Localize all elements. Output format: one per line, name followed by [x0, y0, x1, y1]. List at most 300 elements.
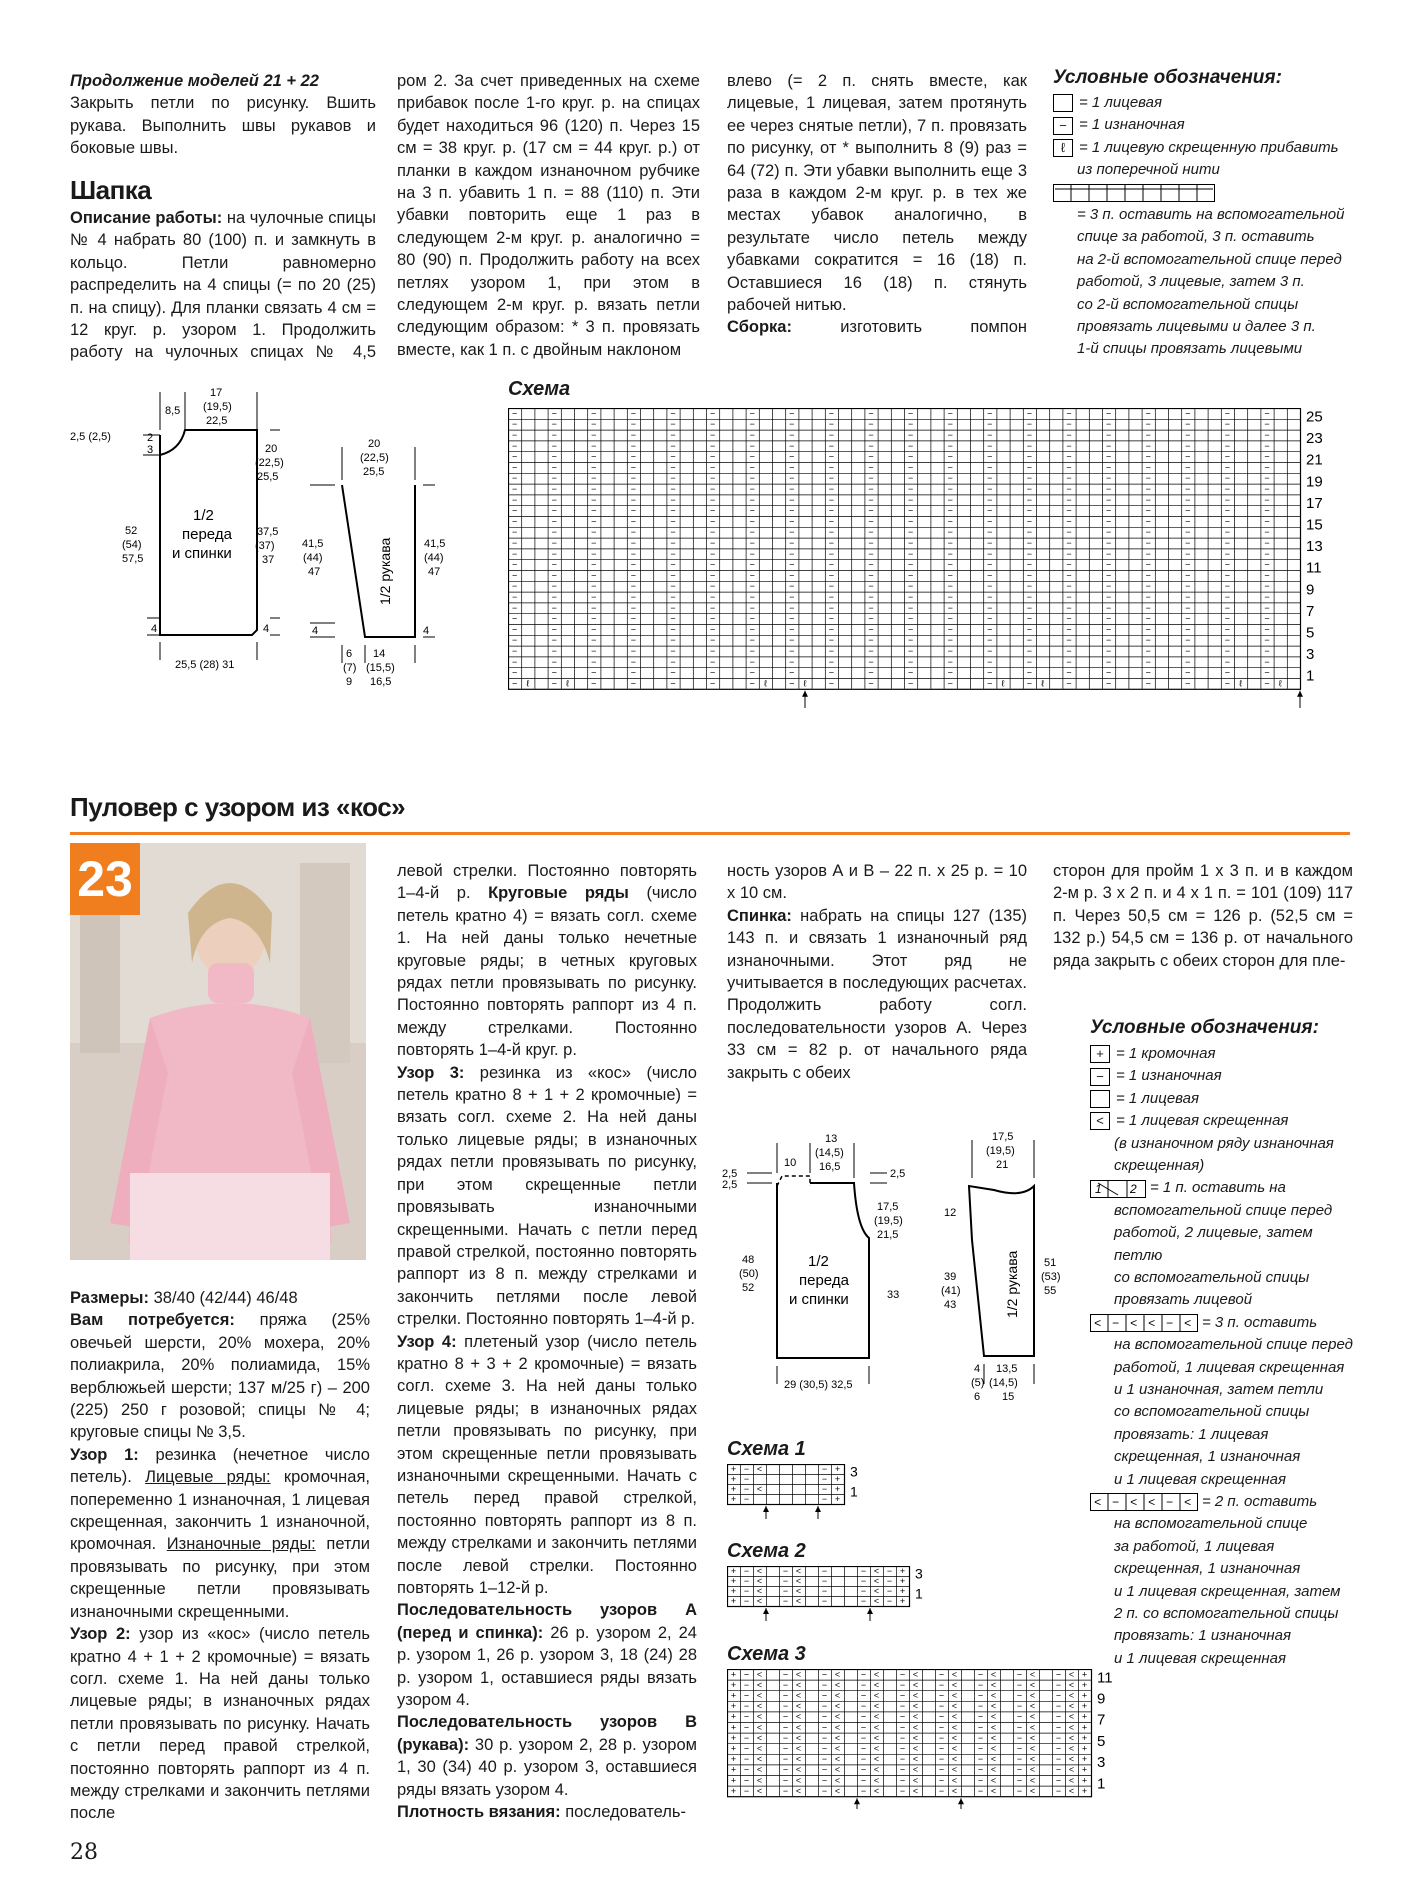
- main-stitch: −: [709, 678, 716, 689]
- s3-stitch: −: [821, 1722, 828, 1733]
- svg-text:<: <: [1130, 1315, 1138, 1330]
- s3-stitch: −: [782, 1679, 789, 1690]
- main-stitch: −: [511, 440, 518, 451]
- s3-stitch: <: [1068, 1764, 1075, 1775]
- hat-assembly-text: изготовить помпон: [840, 318, 1027, 337]
- main-stitch: −: [511, 667, 518, 678]
- main-stitch: ℓ: [803, 678, 807, 689]
- s3-stitch: <: [912, 1690, 919, 1701]
- s3-stitch: −: [1055, 1669, 1062, 1680]
- main-stitch: −: [709, 581, 716, 592]
- s3-stitch: <: [912, 1711, 919, 1722]
- main-stitch: −: [868, 451, 874, 462]
- s3-stitch: <: [756, 1785, 763, 1796]
- main-stitch: −: [630, 462, 637, 473]
- main-stitch: −: [1224, 440, 1231, 451]
- main-stitch: −: [511, 516, 518, 527]
- main-stitch: −: [591, 559, 597, 570]
- main-stitch: ℓ: [1239, 678, 1243, 689]
- s3-stitch: <: [1029, 1775, 1036, 1786]
- s3-stitch: +: [730, 1690, 737, 1701]
- main-stitch: −: [670, 678, 676, 689]
- s3-stitch: −: [743, 1764, 750, 1775]
- main-stitch: −: [1026, 624, 1033, 635]
- s3-stitch: <: [912, 1722, 919, 1733]
- knit-symbol-icon: [1053, 94, 1073, 112]
- s2-stitch: −: [743, 1575, 750, 1586]
- s1-stitch: −: [821, 1493, 828, 1504]
- p2-neck2: 2,5: [722, 1179, 738, 1191]
- main-stitch: −: [1224, 548, 1231, 559]
- main-row-number: 5: [1306, 624, 1315, 642]
- p2-label-3: и спинки: [789, 1291, 849, 1308]
- main-stitch: −: [749, 624, 755, 635]
- main-stitch: −: [1105, 646, 1112, 657]
- s3-stitch: −: [899, 1701, 906, 1712]
- main-stitch: −: [591, 484, 597, 495]
- s1-len-right-2: (44): [424, 552, 444, 564]
- main-stitch: −: [630, 538, 637, 549]
- main-stitch: −: [947, 613, 953, 624]
- main-stitch: −: [907, 462, 914, 473]
- s3-stitch: <: [795, 1764, 802, 1775]
- main-stitch: −: [1145, 430, 1151, 441]
- s3-stitch: <: [990, 1690, 997, 1701]
- main-stitch: −: [511, 462, 518, 473]
- s3-stitch: <: [873, 1754, 880, 1765]
- s3-repeat-arrowhead: [854, 1798, 860, 1804]
- s3-stitch: <: [834, 1722, 841, 1733]
- main-stitch: −: [1026, 646, 1033, 657]
- main-stitch: −: [749, 484, 755, 495]
- main-stitch: −: [789, 494, 795, 505]
- s3-stitch: −: [977, 1711, 984, 1722]
- main-stitch: −: [1264, 548, 1270, 559]
- main-stitch: −: [868, 430, 874, 441]
- svg-text:<: <: [1148, 1495, 1156, 1510]
- schema1-title: Схема 1: [727, 1438, 806, 1460]
- main-stitch: −: [947, 635, 953, 646]
- main-stitch: −: [749, 581, 755, 592]
- main-stitch: −: [1066, 505, 1072, 516]
- main-stitch: −: [630, 505, 637, 516]
- main-stitch: −: [1224, 451, 1231, 462]
- s3-stitch: −: [899, 1679, 906, 1690]
- main-stitch: −: [1026, 548, 1033, 559]
- s3-stitch: −: [821, 1775, 828, 1786]
- main-stitch: −: [1105, 581, 1112, 592]
- s3-stitch: −: [938, 1785, 945, 1796]
- hat-description: [70, 207, 376, 367]
- main-stitch: −: [1224, 613, 1231, 624]
- main-stitch: −: [709, 462, 716, 473]
- main-stitch: −: [670, 516, 676, 527]
- main-stitch: −: [749, 656, 755, 667]
- svg-text:1: 1: [1095, 1181, 1102, 1196]
- main-stitch: −: [551, 473, 557, 484]
- main-stitch: −: [670, 624, 676, 635]
- main-stitch: −: [828, 484, 835, 495]
- p1-arm-1: 20: [265, 443, 278, 455]
- s3-stitch: −: [977, 1701, 984, 1712]
- s3-stitch: −: [1055, 1732, 1062, 1743]
- main-stitch: −: [591, 570, 597, 581]
- main-stitch: −: [828, 516, 835, 527]
- main-stitch: −: [947, 592, 953, 603]
- main-stitch: −: [1066, 656, 1072, 667]
- main-stitch: −: [868, 505, 874, 516]
- main-stitch: −: [868, 624, 874, 635]
- s3-stitch: <: [834, 1669, 841, 1680]
- s2-stitch: −: [821, 1566, 828, 1576]
- p2-side: 33: [887, 1289, 900, 1301]
- main-stitch: −: [1185, 581, 1191, 592]
- main-stitch: −: [947, 602, 953, 613]
- main-stitch: −: [670, 559, 676, 570]
- s3-stitch: +: [1081, 1743, 1088, 1754]
- legend1-cable-desc: = 3 п. оставить на вспомогательной спице за работой, 3 п. оставить на 2-й вспомогательной спице перед работой, 3 лицевые, затем 3 п. со 2-й вспомогательной спицы провязать лицевыми и далее 3 п. 1-й спицы провязать лицевыми: [1077, 205, 1345, 358]
- main-stitch: −: [789, 592, 795, 603]
- s3-stitch: −: [743, 1785, 750, 1796]
- s3-stitch: <: [1068, 1701, 1075, 1712]
- s3-stitch: <: [795, 1754, 802, 1765]
- s3-stitch: <: [951, 1711, 958, 1722]
- s2-stitch: <: [795, 1595, 802, 1606]
- main-stitch: −: [987, 559, 993, 570]
- schema2-title: Схема 2: [727, 1540, 806, 1562]
- s3-stitch: <: [990, 1669, 997, 1680]
- main-stitch: −: [511, 646, 518, 657]
- main-stitch: −: [551, 527, 557, 538]
- main-stitch: −: [670, 570, 676, 581]
- s3-stitch: −: [1055, 1775, 1062, 1786]
- main-stitch: −: [630, 451, 637, 462]
- main-stitch: −: [789, 613, 795, 624]
- p1-label-1: 1/2: [193, 507, 214, 524]
- main-stitch: −: [591, 462, 597, 473]
- s3-stitch: <: [951, 1722, 958, 1733]
- s3-stitch: −: [743, 1754, 750, 1765]
- main-stitch: −: [1066, 451, 1072, 462]
- s3-stitch: <: [990, 1764, 997, 1775]
- s3-stitch: −: [1055, 1701, 1062, 1712]
- main-stitch: −: [789, 624, 795, 635]
- s3-stitch: <: [1029, 1743, 1036, 1754]
- p1-side-1: 37,5: [257, 526, 279, 538]
- main-stitch: −: [591, 451, 597, 462]
- main-stitch: −: [828, 440, 835, 451]
- s3-stitch: −: [899, 1690, 906, 1701]
- s3-stitch: −: [1055, 1764, 1062, 1775]
- main-stitch: −: [1026, 592, 1033, 603]
- s1-stitch: +: [834, 1473, 841, 1484]
- main-stitch: −: [1066, 581, 1072, 592]
- main-stitch: −: [551, 430, 557, 441]
- s3-stitch: −: [860, 1701, 867, 1712]
- main-stitch: −: [1066, 440, 1072, 451]
- main-stitch: −: [1185, 624, 1191, 635]
- model23-col3: ность узоров А и В – 22 п. х 25 р. = 10 х 10 см. Спинка: набрать на спицы 127 (135) 143 п. и связать 1 изнаночный ряд изнаночными. Этот ряд не учитывается в последующих расчетах. Продолжить работу согл. последовательности узоров А. Через 33 см = 82 р. от начального ряда закрыть с обеих: [727, 862, 1027, 1082]
- main-stitch: ℓ: [1041, 678, 1045, 689]
- main-stitch: −: [1105, 419, 1112, 430]
- cable-1-2-icon: [1090, 1180, 1146, 1198]
- s3-stitch: −: [782, 1764, 789, 1775]
- s2-stitch: −: [782, 1595, 789, 1606]
- s3-row-number: 5: [1097, 1732, 1106, 1750]
- main-stitch: −: [907, 667, 914, 678]
- s3-stitch: +: [1081, 1711, 1088, 1722]
- s3-stitch: −: [860, 1711, 867, 1722]
- main-stitch: −: [947, 527, 953, 538]
- svg-text:−: −: [1112, 1315, 1120, 1330]
- main-stitch: −: [551, 613, 557, 624]
- main-stitch: −: [868, 548, 874, 559]
- main-stitch: −: [947, 462, 953, 473]
- main-stitch: −: [511, 473, 518, 484]
- main-stitch: −: [1145, 484, 1151, 495]
- s1-row-number: 1: [850, 1483, 858, 1500]
- twisted-knit-icon: <: [1090, 1112, 1110, 1130]
- s2-stitch: −: [886, 1566, 893, 1576]
- s3-stitch: <: [834, 1679, 841, 1690]
- s3-stitch: <: [756, 1711, 763, 1722]
- s3-stitch: −: [899, 1764, 906, 1775]
- p1-arm-3: 25,5: [257, 471, 279, 483]
- main-stitch: −: [749, 494, 755, 505]
- s2-stitch: <: [795, 1575, 802, 1586]
- s3-stitch: <: [795, 1679, 802, 1690]
- s3-stitch: <: [1029, 1701, 1036, 1712]
- main-stitch: −: [1066, 430, 1072, 441]
- s3-stitch: <: [834, 1743, 841, 1754]
- main-stitch: −: [947, 548, 953, 559]
- s3-stitch: −: [860, 1775, 867, 1786]
- main-stitch: −: [511, 581, 518, 592]
- main-stitch: −: [1105, 516, 1112, 527]
- main-stitch: −: [1066, 408, 1072, 419]
- main-stitch: −: [511, 624, 518, 635]
- s3-stitch: <: [1068, 1785, 1075, 1796]
- s2-row-number: 3: [915, 1566, 923, 1582]
- s3-stitch: <: [990, 1785, 997, 1796]
- main-stitch: −: [551, 592, 557, 603]
- s3-stitch: −: [1055, 1754, 1062, 1765]
- main-stitch: −: [1105, 430, 1112, 441]
- main-stitch: −: [907, 430, 914, 441]
- s3-stitch: −: [782, 1743, 789, 1754]
- main-stitch: −: [907, 678, 914, 689]
- main-stitch: −: [868, 408, 874, 419]
- main-stitch: −: [947, 656, 953, 667]
- main-stitch: −: [947, 419, 953, 430]
- s2-stitch: −: [860, 1566, 867, 1576]
- s2-right-3: 55: [1044, 1285, 1057, 1297]
- main-stitch: −: [670, 613, 676, 624]
- schema-main-title: Схема: [508, 378, 571, 400]
- hat-col3-text: [727, 70, 1027, 340]
- main-stitch: −: [987, 538, 993, 549]
- main-stitch: −: [1145, 613, 1151, 624]
- s1-stitch: −: [743, 1464, 750, 1474]
- main-stitch: −: [591, 646, 597, 657]
- main-stitch: −: [551, 602, 557, 613]
- main-stitch: −: [828, 592, 835, 603]
- main-stitch: −: [1066, 527, 1072, 538]
- s3-stitch: <: [951, 1679, 958, 1690]
- main-stitch: −: [947, 473, 953, 484]
- main-stitch: −: [591, 494, 597, 505]
- main-stitch: −: [789, 538, 795, 549]
- main-stitch: −: [907, 656, 914, 667]
- s3-stitch: −: [938, 1722, 945, 1733]
- s3-stitch: <: [873, 1701, 880, 1712]
- main-stitch: −: [789, 581, 795, 592]
- s1-stitch: −: [821, 1483, 828, 1494]
- main-stitch: −: [907, 473, 914, 484]
- page-number: 28: [70, 1840, 98, 1865]
- main-stitch: −: [947, 559, 953, 570]
- main-stitch: −: [709, 646, 716, 657]
- main-stitch: −: [828, 505, 835, 516]
- main-stitch: −: [1224, 538, 1231, 549]
- main-stitch: ℓ: [1278, 678, 1282, 689]
- main-stitch: −: [591, 635, 597, 646]
- s3-stitch: −: [821, 1743, 828, 1754]
- main-stitch: −: [907, 440, 914, 451]
- s3-stitch: +: [730, 1722, 737, 1733]
- main-stitch: −: [828, 602, 835, 613]
- main-stitch: −: [630, 667, 637, 678]
- continuation-text: Закрыть петли по рисунку. Вшить рукава. Выполнить швы рукавов и боковые швы.: [70, 94, 376, 158]
- s3-stitch: <: [873, 1690, 880, 1701]
- p2-label-2: переда: [799, 1272, 849, 1289]
- main-stitch: −: [630, 559, 637, 570]
- main-stitch: −: [789, 408, 795, 419]
- s3-stitch: <: [990, 1743, 997, 1754]
- s3-row-number: 11: [1097, 1669, 1113, 1687]
- main-stitch: −: [868, 592, 874, 603]
- s3-stitch: <: [795, 1785, 802, 1796]
- s3-stitch: +: [730, 1711, 737, 1722]
- main-stitch: −: [1185, 430, 1191, 441]
- main-stitch: −: [907, 570, 914, 581]
- s3-stitch: <: [912, 1701, 919, 1712]
- svg-text:−: −: [1166, 1315, 1174, 1330]
- main-stitch: −: [1264, 408, 1270, 419]
- s3-stitch: −: [782, 1669, 789, 1680]
- s3-stitch: −: [1055, 1722, 1062, 1733]
- s3-stitch: <: [1029, 1754, 1036, 1765]
- main-stitch: −: [511, 656, 518, 667]
- s3-stitch: <: [951, 1785, 958, 1796]
- svg-text:<: <: [1184, 1495, 1192, 1510]
- main-stitch: −: [1026, 473, 1033, 484]
- main-stitch: −: [709, 440, 716, 451]
- s1-b-2: (15,5): [366, 662, 395, 674]
- s2-row-number: 1: [915, 1585, 923, 1602]
- main-stitch: −: [828, 451, 835, 462]
- s3-stitch: −: [743, 1722, 750, 1733]
- main-stitch: −: [1264, 484, 1270, 495]
- main-stitch: −: [987, 516, 993, 527]
- main-stitch: −: [1264, 667, 1270, 678]
- main-stitch: −: [789, 656, 795, 667]
- main-stitch: −: [789, 419, 795, 430]
- main-stitch: −: [828, 646, 835, 657]
- s2-len-3: 43: [944, 1299, 957, 1311]
- schema1-grid: [727, 1464, 907, 1519]
- main-stitch: −: [1026, 462, 1033, 473]
- main-stitch: −: [1185, 559, 1191, 570]
- main-stitch: −: [907, 602, 914, 613]
- main-stitch: −: [551, 462, 557, 473]
- s3-stitch: −: [938, 1743, 945, 1754]
- s3-stitch: <: [1029, 1722, 1036, 1733]
- main-stitch: −: [591, 624, 597, 635]
- p1-n3: 3: [147, 444, 154, 456]
- svg-text:<: <: [1148, 1315, 1156, 1330]
- purl-stitch-icon: −: [1090, 1068, 1110, 1086]
- svg-text:<: <: [1094, 1315, 1102, 1330]
- s3-stitch: −: [899, 1732, 906, 1743]
- p1-arm-2: (22,5): [255, 457, 284, 469]
- main-stitch: −: [987, 646, 993, 657]
- main-stitch: −: [987, 527, 993, 538]
- s1-row-number: 3: [850, 1464, 858, 1480]
- s3-stitch: −: [938, 1679, 945, 1690]
- svg-text:2: 2: [1130, 1181, 1137, 1196]
- model-photo: [70, 843, 366, 1260]
- s3-stitch: <: [912, 1764, 919, 1775]
- main-stitch: −: [1105, 602, 1112, 613]
- main-stitch: −: [1185, 635, 1191, 646]
- s3-stitch: −: [1016, 1764, 1023, 1775]
- main-stitch: −: [868, 516, 874, 527]
- s2-stitch: +: [899, 1585, 906, 1596]
- s3-stitch: <: [990, 1732, 997, 1743]
- main-stitch: −: [868, 570, 874, 581]
- main-stitch: −: [630, 548, 637, 559]
- main-stitch: −: [709, 419, 716, 430]
- main-stitch: −: [828, 667, 835, 678]
- s3-stitch: <: [873, 1743, 880, 1754]
- main-stitch: −: [709, 559, 716, 570]
- main-stitch: −: [1145, 505, 1151, 516]
- main-stitch: −: [1145, 624, 1151, 635]
- s3-stitch: +: [730, 1754, 737, 1765]
- main-row-number: 21: [1306, 451, 1323, 469]
- s3-stitch: −: [1016, 1690, 1023, 1701]
- cable-symbol-icon: [1053, 184, 1215, 202]
- main-stitch: −: [1066, 548, 1072, 559]
- main-stitch: −: [947, 667, 953, 678]
- main-stitch: −: [987, 462, 993, 473]
- main-stitch: −: [1026, 667, 1033, 678]
- main-stitch: −: [1145, 408, 1151, 419]
- s1-rib-left: 4: [312, 625, 319, 637]
- pattern1-diagram: [65, 380, 295, 695]
- s3-stitch: −: [899, 1775, 906, 1786]
- main-stitch: −: [591, 667, 597, 678]
- main-stitch: −: [511, 527, 518, 538]
- s3-stitch: <: [756, 1679, 763, 1690]
- main-stitch: −: [630, 656, 637, 667]
- main-stitch: −: [1066, 559, 1072, 570]
- main-stitch: −: [1145, 602, 1151, 613]
- main-stitch: −: [551, 559, 557, 570]
- main-stitch: −: [511, 494, 518, 505]
- main-stitch: −: [551, 635, 557, 646]
